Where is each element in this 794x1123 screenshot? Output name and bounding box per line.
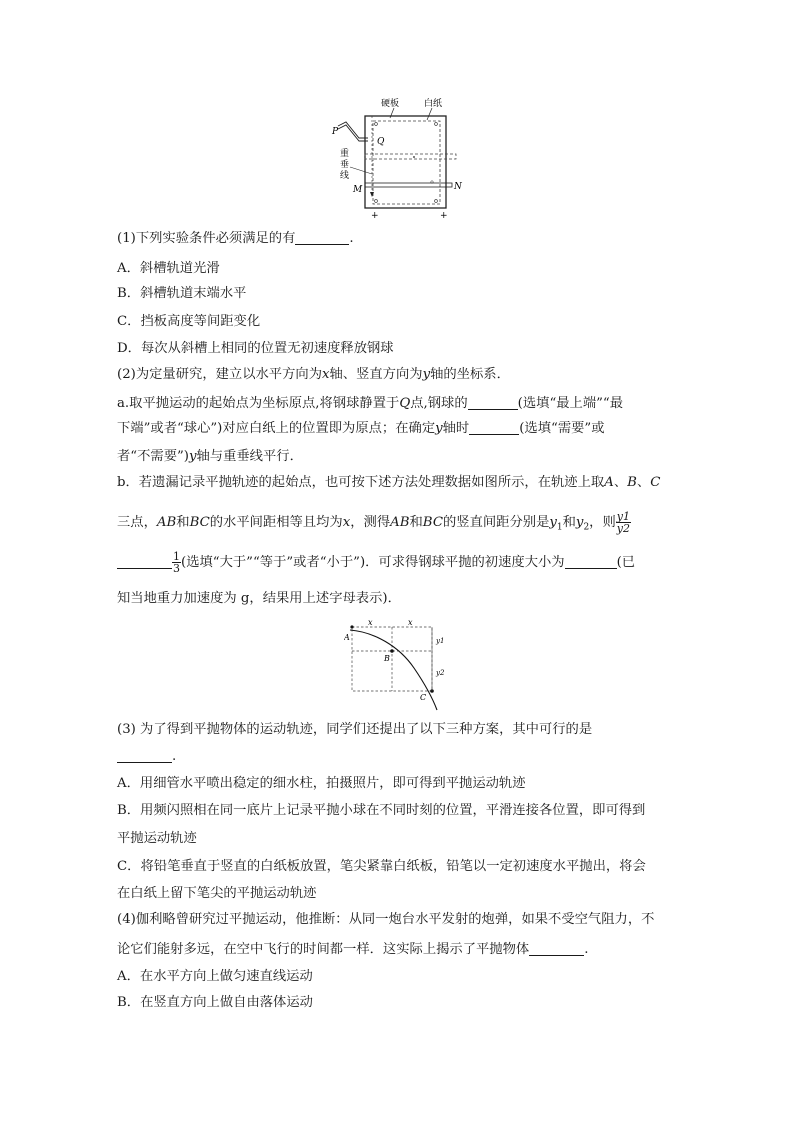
q4-stem-line1: (4)伽利略曾研究过平抛运动，他推断：从同一炮台水平发射的炮弹，如果不受空气阻力，不 — [117, 912, 655, 927]
q1-answer-blank[interactable] — [295, 230, 349, 245]
label-M: M — [353, 185, 363, 195]
q2-b-line1: b．若遗漏记录平抛轨迹的起始点，也可按下述方法处理数据如图所示，在轨迹上取A、B、C — [117, 475, 661, 490]
x-label-ab: x — [368, 618, 373, 627]
svg-text:+: + — [371, 211, 379, 220]
label-plumb-3: 线 — [340, 171, 350, 181]
q3-option-c-line1[interactable]: C．将铅笔垂直于竖直的白纸板放置，笔尖紧靠白纸板，铅笔以一定初速度水平抛出，将会 — [117, 859, 646, 874]
x-label-bc: x — [408, 618, 413, 627]
q4-option-b[interactable]: B．在竖直方向上做自由落体运动 — [117, 995, 313, 1010]
q3-option-b-line1[interactable]: B．用频闪照相在同一底片上记录平抛小球在不同时刻的位置，平滑连接各位置，即可得到 — [117, 803, 646, 818]
q3-stem-line2: . — [117, 747, 683, 767]
q2-b-line2: 三点，AB和BC的水平间距相等且均为x，测得AB和BC的竖直间距分别是$y_1$和$y_2$，则 $\frac{y1}{y2}$ — [117, 510, 630, 535]
q2a-blank-origin[interactable] — [468, 395, 518, 410]
y1-label: y1 — [436, 637, 445, 645]
label-hardboard: 硬板 — [381, 99, 400, 109]
q1-option-d[interactable]: D．每次从斜槽上相同的位置无初速度释放钢球 — [117, 341, 394, 356]
fraction-one-third: $\frac{1}{3}$ — [173, 550, 180, 575]
q3-stem-line1: (3) 为了得到平抛物体的运动轨迹，同学们还提出了以下三种方案，其中可行的是 — [117, 722, 593, 737]
svg-text:+: + — [440, 211, 448, 220]
q4-stem-line2: 论它们能射多远，在空中飞行的时间都一样．这实际上揭示了平抛物体 . — [117, 942, 589, 957]
label-P: P — [332, 127, 339, 137]
q2-a-line3: 者“不需要”)y轴与重垂线平行． — [117, 449, 303, 464]
q3-option-a[interactable]: A．用细管水平喷出稳定的细水柱，拍摄照片，即可得到平抛运动轨迹 — [117, 776, 526, 791]
q2-b-line3: $\frac{1}{3}$ (选填“大于”“等于”或者“小于”)．可求得钢球平抛的初速度大小为 (已 — [117, 549, 683, 577]
label-white-paper: 白纸 — [424, 99, 443, 109]
point-B-label: B — [384, 654, 390, 663]
q3-answer-blank[interactable] — [117, 748, 172, 763]
q2-a-line1: a.取平抛运动的起始点为坐标原点,将钢球静置于Q点,钢球的 (选填“最上端”“最 — [117, 396, 624, 411]
q1-stem: (1)下列实验条件必须满足的有 . — [117, 231, 354, 246]
q1-option-b[interactable]: B．斜槽轨道末端水平 — [117, 286, 247, 301]
q2b-blank-velocity[interactable] — [565, 554, 617, 569]
q3-option-b-line2[interactable]: 平抛运动轨迹 — [117, 831, 197, 846]
q3-option-c-line2[interactable]: 在白纸上留下笔尖的平抛运动轨迹 — [117, 886, 317, 901]
q2-a-line2: 下端”或者“球心”)对应白纸上的位置即为原点；在确定y轴时 (选填“需要”或 — [117, 421, 605, 436]
q4-answer-blank[interactable] — [529, 941, 584, 956]
q4-option-a[interactable]: A．在水平方向上做匀速直线运动 — [117, 969, 313, 984]
label-plumb-2: 垂 — [340, 160, 350, 170]
label-Q: Q — [377, 137, 385, 147]
apparatus-figure — [328, 94, 468, 220]
label-N: N — [454, 182, 462, 192]
q1-option-a[interactable]: A．斜槽轨道光滑 — [117, 261, 220, 276]
point-C-label: C — [420, 693, 427, 702]
q1-option-c[interactable]: C．挡板高度等间距变化 — [117, 314, 261, 329]
ratio-y1-y2: $\frac{y1}{y2}$ — [616, 510, 630, 535]
y2-label: y2 — [436, 669, 445, 677]
trajectory-figure — [344, 618, 448, 712]
q2b-blank-compare[interactable] — [117, 554, 172, 569]
point-A-label: A — [344, 633, 350, 642]
q2-intro: (2)为定量研究，建立以水平方向为x轴、竖直方向为y轴的坐标系． — [117, 367, 510, 382]
q2-b-line4: 知当地重力加速度为 g，结果用上述字母表示)． — [117, 591, 401, 606]
q2a-blank-yaxis[interactable] — [469, 420, 519, 435]
label-plumb-1: 重 — [340, 149, 350, 159]
